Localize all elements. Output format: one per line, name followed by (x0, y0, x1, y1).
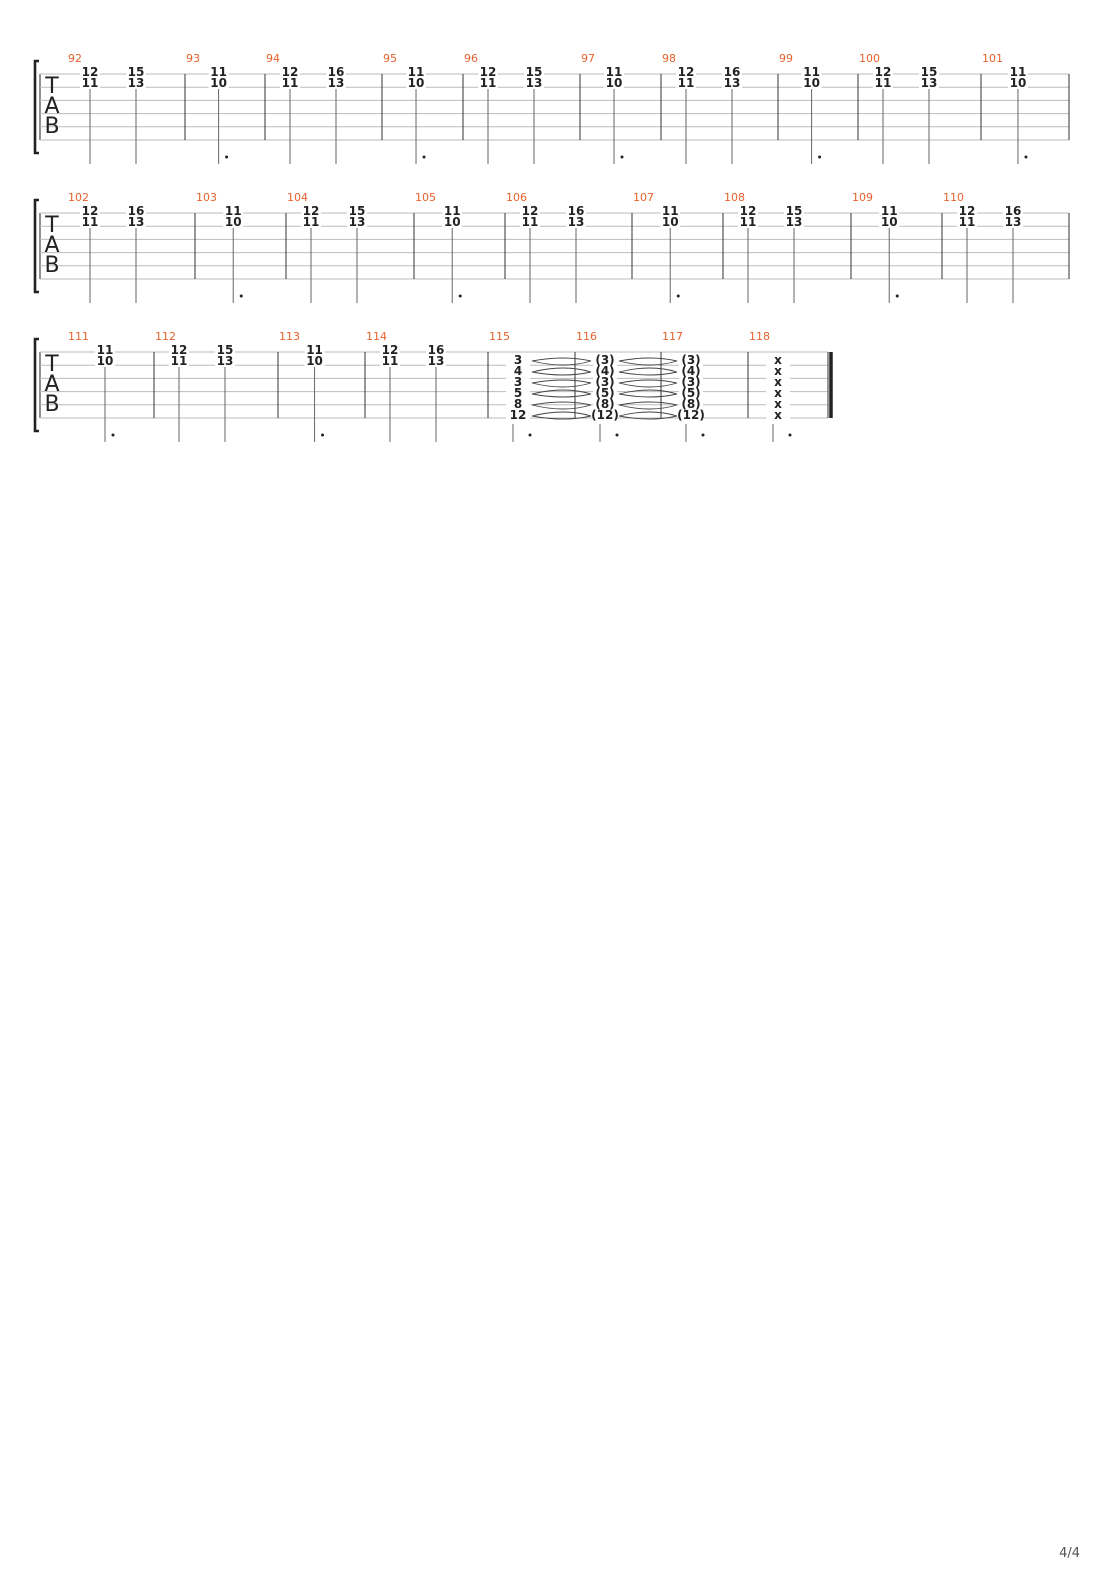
fret-number: 10 (880, 215, 898, 229)
rhythm-dot (621, 156, 624, 159)
measure (279, 330, 325, 442)
fret-number: 16 (723, 65, 741, 79)
fret-number: 15 (525, 65, 543, 79)
measure (779, 52, 822, 164)
measure (852, 191, 899, 303)
fret-number: 5 (513, 386, 523, 400)
fret-number: 13 (1004, 215, 1022, 229)
fret-number: 4 (513, 364, 523, 378)
fret-number: (5) (681, 386, 701, 400)
measure-number: 93 (186, 52, 200, 65)
tie-arc (619, 380, 677, 383)
fret-number: x (774, 375, 782, 389)
tab-system (35, 330, 831, 442)
page-number: 4/4 (1059, 1546, 1080, 1561)
fret-number: 11 (677, 76, 695, 90)
fret-number: 13 (216, 354, 234, 368)
measure (68, 52, 146, 164)
tab-clef-letter: T (45, 74, 59, 99)
fret-number: 13 (327, 76, 345, 90)
fret-number: 15 (348, 204, 366, 218)
fret-number: x (774, 353, 782, 367)
measure (68, 191, 146, 303)
fret-number: (3) (681, 353, 701, 367)
rhythm-dot (112, 434, 115, 437)
rhythm-dot (789, 434, 792, 437)
tab-clef-letter: B (44, 392, 60, 417)
measure-number: 111 (68, 330, 89, 343)
fret-number: 15 (216, 343, 234, 357)
fret-number: 11 (281, 76, 299, 90)
fret-number: 12 (281, 65, 299, 79)
fret-number: 16 (427, 343, 445, 357)
fret-number: 11 (96, 343, 114, 357)
fret-number: 11 (605, 65, 623, 79)
rhythm-dot (1024, 156, 1027, 159)
measure (287, 191, 367, 303)
fret-number: (3) (681, 375, 701, 389)
measure-number: 104 (287, 191, 308, 204)
tab-system (35, 52, 1069, 164)
system-bracket (35, 339, 39, 431)
tie-arc (619, 368, 677, 372)
fret-number: (12) (591, 408, 619, 422)
fret-number: 16 (1004, 204, 1022, 218)
tie-arc (619, 372, 677, 375)
fret-number: 11 (81, 215, 99, 229)
fret-number: 11 (407, 65, 425, 79)
fret-number: 11 (958, 215, 976, 229)
fret-number: 12 (509, 408, 527, 422)
rhythm-dot (321, 434, 324, 437)
measure-number: 115 (489, 330, 510, 343)
measure-number: 112 (155, 330, 176, 343)
measure-number: 102 (68, 191, 89, 204)
tab-clef-letter: A (44, 233, 60, 258)
fret-number: 10 (96, 354, 114, 368)
tie-arc (532, 372, 591, 375)
measure (186, 52, 229, 164)
fret-number: 11 (170, 354, 188, 368)
fret-number: x (774, 408, 782, 422)
fret-number: (12) (677, 408, 705, 422)
tie-arc (532, 412, 591, 416)
tab-clef-letter: A (44, 94, 60, 119)
rhythm-dot (818, 156, 821, 159)
fret-number: 13 (525, 76, 543, 90)
measure (155, 330, 235, 442)
tie-arc (532, 383, 591, 387)
fret-number: x (774, 386, 782, 400)
measure-number: 117 (662, 330, 683, 343)
measure (859, 52, 939, 164)
fret-number: 11 (224, 204, 242, 218)
measure-number: 109 (852, 191, 873, 204)
rhythm-dot (225, 156, 228, 159)
fret-number: 10 (224, 215, 242, 229)
measure-number: 95 (383, 52, 397, 65)
fret-number: 11 (880, 204, 898, 218)
fret-number: 11 (1009, 65, 1027, 79)
measure-number: 107 (633, 191, 654, 204)
measure-number: 110 (943, 191, 964, 204)
fret-number: 10 (210, 76, 227, 90)
fret-number: 8 (513, 397, 523, 411)
measure-number: 101 (982, 52, 1003, 65)
tie-arc (532, 394, 591, 397)
measure-number: 113 (279, 330, 300, 343)
measure-number: 108 (724, 191, 745, 204)
rhythm-dot (616, 434, 619, 437)
fret-number: 10 (1009, 76, 1027, 90)
fret-number: 10 (306, 354, 323, 368)
fret-number: (8) (595, 397, 615, 411)
fret-number: 11 (81, 76, 99, 90)
fret-number: (3) (595, 375, 615, 389)
measure (633, 191, 680, 303)
measure (982, 52, 1028, 164)
measure (415, 191, 462, 303)
fret-number: x (774, 364, 782, 378)
measure (366, 330, 446, 442)
fret-number: 3 (513, 353, 523, 367)
measure (581, 52, 624, 164)
fret-number: 3 (513, 375, 523, 389)
measure-number: 118 (749, 330, 770, 343)
rhythm-dot (459, 295, 462, 298)
fret-number: 13 (920, 76, 938, 90)
fret-number: 13 (127, 76, 145, 90)
measure-number: 105 (415, 191, 436, 204)
tie-arc (619, 405, 677, 409)
fret-number: 11 (739, 215, 757, 229)
fret-number: (3) (595, 353, 615, 367)
fret-number: 10 (407, 76, 425, 90)
tab-clef-letter: B (44, 253, 60, 278)
fret-number: (8) (681, 397, 701, 411)
fret-number: 13 (427, 354, 445, 368)
measure-number: 103 (196, 191, 217, 204)
tie-arc (532, 405, 591, 409)
tab-clef-letter: A (44, 372, 60, 397)
measure (662, 52, 742, 164)
measure-number: 94 (266, 52, 280, 65)
tab-clef-letter: T (45, 352, 59, 377)
rhythm-dot (423, 156, 426, 159)
fret-number: 15 (127, 65, 145, 79)
tie-arc (619, 383, 677, 387)
fret-number: 11 (381, 354, 399, 368)
fret-number: (4) (595, 364, 615, 378)
measure-number: 106 (506, 191, 527, 204)
measure (749, 330, 792, 442)
measure (506, 191, 586, 303)
tab-clef-letter: B (44, 114, 60, 139)
tab-clef-letter: T (45, 213, 59, 238)
tie-arc (532, 368, 591, 372)
tie-arc (532, 380, 591, 383)
fret-number: x (774, 397, 782, 411)
tab-system (35, 191, 1069, 303)
measure-number: 99 (779, 52, 793, 65)
fret-number: 12 (170, 343, 188, 357)
fret-number: 12 (479, 65, 497, 79)
measure (266, 52, 346, 164)
fret-number: 12 (958, 204, 976, 218)
measure-number: 114 (366, 330, 387, 343)
measure-number: 97 (581, 52, 595, 65)
system-bracket (35, 61, 39, 153)
fret-number: 11 (306, 343, 323, 357)
fret-number: 11 (210, 65, 227, 79)
fret-number: 11 (803, 65, 820, 79)
measure (196, 191, 243, 303)
measure (68, 330, 115, 442)
fret-number: 15 (785, 204, 803, 218)
measure-number: 100 (859, 52, 880, 65)
measure-number: 98 (662, 52, 676, 65)
measure-number: 96 (464, 52, 478, 65)
measure-number: 92 (68, 52, 82, 65)
tie-arc (532, 358, 591, 361)
measure-number: 116 (576, 330, 597, 343)
fret-number: 10 (803, 76, 820, 90)
tie-arc (532, 361, 591, 365)
measure (464, 52, 544, 164)
fret-number: 11 (661, 204, 679, 218)
measure (724, 191, 804, 303)
rhythm-dot (677, 295, 680, 298)
fret-number: 11 (874, 76, 892, 90)
fret-number: 13 (785, 215, 803, 229)
rhythm-dot (240, 295, 243, 298)
fret-number: 10 (661, 215, 679, 229)
fret-number: 12 (677, 65, 695, 79)
fret-number: (5) (595, 386, 615, 400)
fret-number: 13 (723, 76, 741, 90)
tie-arc (619, 394, 677, 397)
fret-number: 16 (327, 65, 345, 79)
tie-arc (619, 412, 677, 416)
measure (576, 330, 677, 442)
fret-number: 12 (739, 204, 757, 218)
fret-number: 11 (302, 215, 320, 229)
rhythm-dot (529, 434, 532, 437)
rhythm-dot (702, 434, 705, 437)
tie-arc (619, 358, 677, 361)
fret-number: 12 (81, 65, 99, 79)
fret-number: (4) (681, 364, 701, 378)
fret-number: 13 (127, 215, 145, 229)
fret-number: 11 (521, 215, 539, 229)
measure (383, 52, 426, 164)
fret-number: 12 (381, 343, 399, 357)
fret-number: 13 (348, 215, 366, 229)
fret-number: 10 (443, 215, 461, 229)
fret-number: 12 (521, 204, 539, 218)
fret-number: 16 (567, 204, 585, 218)
tie-arc (619, 361, 677, 365)
fret-number: 15 (920, 65, 938, 79)
rhythm-dot (896, 295, 899, 298)
fret-number: 12 (81, 204, 99, 218)
measure (662, 330, 705, 442)
fret-number: 10 (605, 76, 623, 90)
measure (489, 330, 591, 442)
fret-number: 13 (567, 215, 585, 229)
fret-number: 11 (443, 204, 461, 218)
system-bracket (35, 200, 39, 292)
fret-number: 16 (127, 204, 145, 218)
fret-number: 11 (479, 76, 497, 90)
measure (943, 191, 1023, 303)
fret-number: 12 (302, 204, 320, 218)
fret-number: 12 (874, 65, 892, 79)
